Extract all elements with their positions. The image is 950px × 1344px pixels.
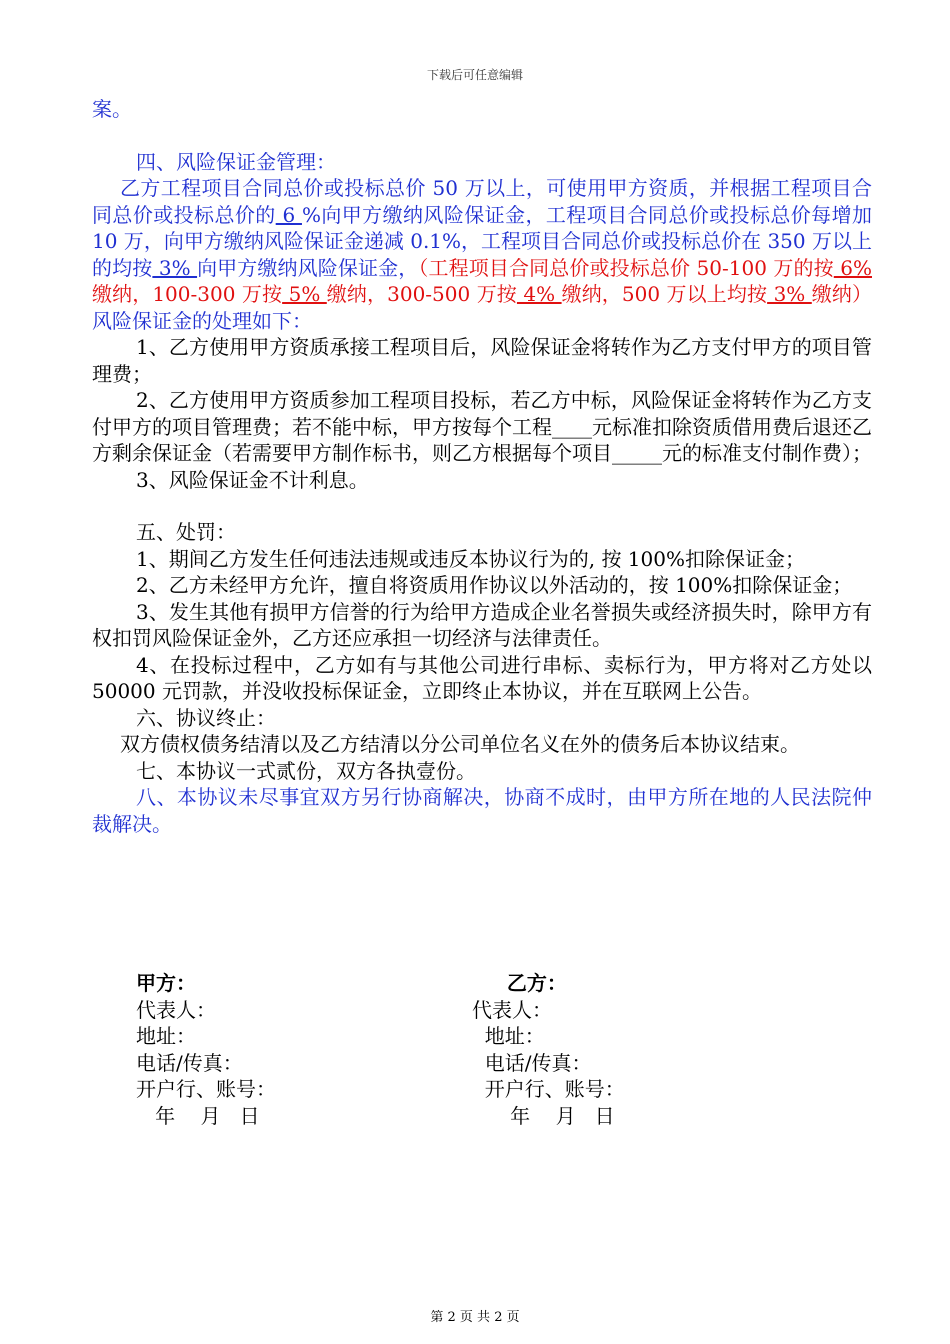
party-b-representative: 代表人： <box>472 997 552 1022</box>
section-5-item-3: 3、发生其他有损甲方信誉的行为给甲方造成企业名誉损失或经济损失时，除甲方有权扣罚风险保证金外，乙方还应承担一切经济与法律责任。 <box>92 599 872 650</box>
party-b-label: 乙方： <box>472 971 567 995</box>
section-8: 八、本协议未尽事宜双方另行协商解决，协商不成时，由甲方所在地的人民法院仲裁解决。 <box>92 785 872 836</box>
section-5-item-1: 1、期间乙方发生任何违法违规或违反本协议行为的, 按 100%扣除保证金； <box>136 546 805 571</box>
s4-red-f: 4% <box>516 282 562 306</box>
s4-red-c: 缴纳，100-300 万按 <box>92 282 283 306</box>
s4-text-c: %向甲方缴纳风险保证金，工程项目合同总价或投标总价每增加 10 万，向甲方缴纳风险保证金递减 0.1%，工程项目合同总价或投标总价在 350 万以上的均按 <box>92 202 872 280</box>
s4-text-a: 乙方工程项目合同总价或投标总价 50 万以上，可使用甲方资质，并根据工程项目合同总价或投标总价的 <box>92 176 872 227</box>
party-b-address: 地址： <box>472 1024 545 1048</box>
section-5-item-2: 2、乙方未经甲方允许，擅自将资质用作协议以外活动的，按 100%扣除保证金； <box>136 573 853 597</box>
party-b-signature <box>472 970 625 1129</box>
s4-rate-6: 6 <box>275 202 302 227</box>
s4-red-h: 3% <box>767 282 812 306</box>
s4-red-i: 缴纳） <box>811 282 872 306</box>
section-4-item-3: 3、风险保证金不计利息。 <box>136 467 369 492</box>
s4-red-b: 6% <box>833 255 872 280</box>
section-6-title: 六、协议终止： <box>136 705 276 730</box>
s4-red-e: 缴纳，300-500 万按 <box>326 282 517 306</box>
s4-text-f: 风险保证金的处理如下： <box>92 308 312 333</box>
section-4-item-1: 1、乙方使用甲方资质承接工程项目后，风险保证金将转作为乙方支付甲方的项目管理费； <box>92 335 872 386</box>
spacer <box>92 123 872 149</box>
party-b-date: 年 月 日 <box>472 1103 615 1128</box>
section-7: 七、本协议一式贰份，双方各执壹份。 <box>136 758 476 783</box>
section-5-item-4: 4、在投标过程中，乙方如有与其他公司进行串标、卖标行为，甲方将对乙方处以 50000 元罚款，并没收投标保证金，立即终止本协议，并在互联网上公告。 <box>92 652 872 703</box>
page-header: 下载后可任意编辑 <box>426 68 523 82</box>
section-4-paragraph <box>92 175 872 334</box>
party-a-representative: 代表人： <box>136 997 216 1022</box>
section-4-item-2: 2、乙方使用甲方资质参加工程项目投标，若乙方中标，风险保证金将转作为乙方支付甲方的项目管理费；若不能中标，甲方按每个工程____元标准扣除资质借用费后退还乙方剩余保证金（若需要甲方制作标书，则乙方根据每个项目_____元的标准支付制作费）； <box>92 388 872 465</box>
s4-red-d: 5% <box>282 282 327 306</box>
s4-text-e: 向甲方缴纳风险保证金， <box>197 255 419 280</box>
s4-red-g: 缴纳，500 万以上均按 <box>561 282 768 306</box>
party-a-phone-fax: 电话/传真： <box>136 1050 243 1075</box>
s4-red-a: （工程项目合同总价或投标总价 50-100 万的按 <box>418 255 834 280</box>
section-5-title: 五、处罚： <box>136 520 236 544</box>
party-a-label: 甲方： <box>136 971 196 995</box>
party-b-phone-fax: 电话/传真： <box>472 1050 592 1075</box>
section-4-title: 四、风险保证金管理： <box>136 149 336 174</box>
party-b-bank-account: 开户行、账号： <box>472 1077 625 1101</box>
section-6-paragraph: 双方债权债务结清以及乙方结清以分公司单位名义在外的债务后本协议结束。 <box>120 732 800 756</box>
paragraph-continuation: 案。 <box>92 97 132 121</box>
document-body <box>92 96 872 837</box>
spacer <box>92 493 872 519</box>
party-a-address: 地址： <box>136 1024 196 1048</box>
party-a-signature <box>136 970 276 1129</box>
party-a-bank-account: 开户行、账号： <box>136 1077 276 1101</box>
s4-rate-3: 3% <box>152 255 198 280</box>
party-a-date: 年 月 日 <box>136 1103 260 1128</box>
page-footer: 第 2 页 共 2 页 <box>430 1310 520 1325</box>
